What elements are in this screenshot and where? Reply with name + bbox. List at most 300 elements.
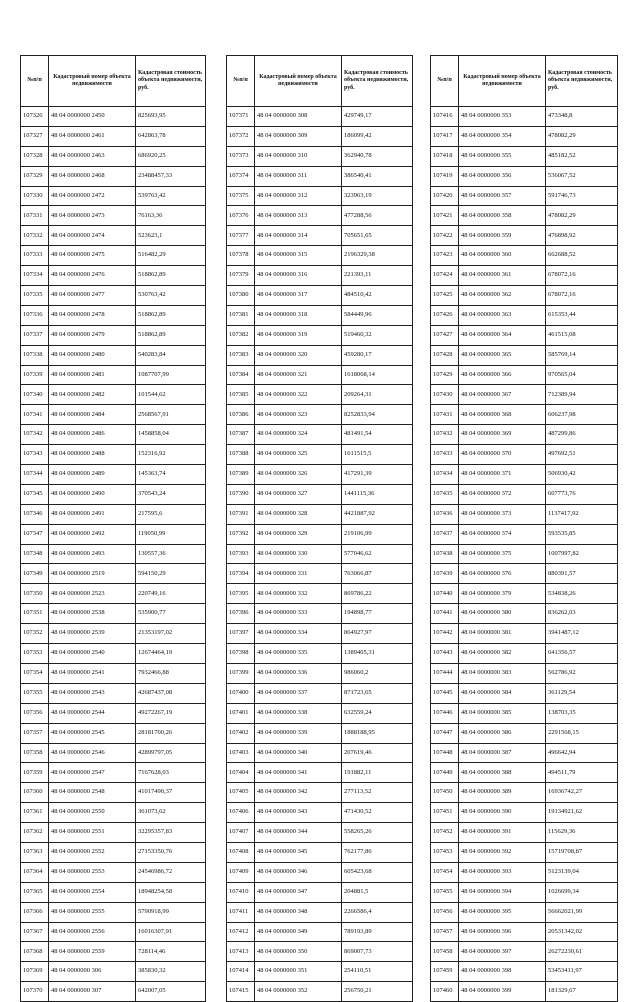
table-row: [431, 286, 618, 306]
cadastral-value: 49272267,19: [136, 703, 206, 723]
table-row: [431, 584, 618, 604]
cadastral-number: 48 04 0000000 322: [255, 385, 342, 405]
row-number: 107353: [21, 644, 49, 664]
cadastral-number: 48 04 0000000 355: [459, 146, 546, 166]
cadastral-number: 48 04 0000000 351: [255, 962, 342, 982]
row-number: 107377: [227, 226, 255, 246]
cadastral-value: 12674464,19: [136, 644, 206, 664]
cadastral-value: 41017490,37: [136, 783, 206, 803]
cadastral-value: 836262,03: [546, 604, 618, 624]
table-row: [227, 584, 413, 604]
table-row: [431, 982, 618, 1002]
cadastral-number: 48 04 0000000 2550: [49, 803, 136, 823]
cadastral-number: 48 04 0000000 366: [459, 365, 546, 385]
row-number: 107460: [431, 982, 459, 1002]
table-row: [431, 206, 618, 226]
table-row: [431, 345, 618, 365]
table-row: [21, 246, 206, 266]
row-number: 107356: [21, 703, 49, 723]
row-number: 107397: [227, 624, 255, 644]
cadastral-number: 48 04 0000000 384: [459, 683, 546, 703]
row-number: 107407: [227, 823, 255, 843]
cadastral-value: 28181700,26: [136, 723, 206, 743]
table-row: [431, 425, 618, 445]
cadastral-value: 615353,44: [546, 305, 618, 325]
table-row: [21, 445, 206, 465]
table-row: [431, 186, 618, 206]
cadastral-number: 48 04 0000000 350: [255, 942, 342, 962]
row-number: 107372: [227, 126, 255, 146]
cadastral-number: 48 04 0000000 375: [459, 544, 546, 564]
cadastral-number: 48 04 0000000 361: [459, 266, 546, 286]
row-number: 107339: [21, 365, 49, 385]
cadastral-value: 728114,46: [136, 942, 206, 962]
table-row: [21, 146, 206, 166]
table-row: [21, 186, 206, 206]
cadastral-number: 48 04 0000000 2490: [49, 484, 136, 504]
table-row: [21, 484, 206, 504]
row-number: 107345: [21, 484, 49, 504]
table-row: [431, 842, 618, 862]
row-number: 107380: [227, 286, 255, 306]
header-cadastral-value: Кадастровая стоимость объекта недвижимости, руб.: [342, 56, 413, 107]
cadastral-value: 256750,21: [342, 982, 413, 1002]
cadastral-number: 48 04 0000000 2523: [49, 584, 136, 604]
table-row: [431, 544, 618, 564]
cadastral-number: 48 04 0000000 393: [459, 862, 546, 882]
cadastral-value: 678072,16: [546, 286, 618, 306]
row-number: 107326: [21, 107, 49, 127]
row-number: 107415: [227, 982, 255, 1002]
cadastral-value: 152316,92: [136, 445, 206, 465]
row-number: 107406: [227, 803, 255, 823]
table-row: [227, 107, 413, 127]
table-row: [431, 783, 618, 803]
cadastral-number: 48 04 0000000 368: [459, 405, 546, 425]
cadastral-value: 869786,22: [342, 584, 413, 604]
cadastral-value: 970565,04: [546, 365, 618, 385]
row-number: 107364: [21, 862, 49, 882]
cadastral-value: 476898,92: [546, 226, 618, 246]
cadastral-number: 48 04 0000000 383: [459, 663, 546, 683]
header-cadastral-value: Кадастровая стоимость объекта недвижимости, руб.: [546, 56, 618, 107]
table-row: [21, 524, 206, 544]
cadastral-value: 254110,51: [342, 962, 413, 982]
cadastral-number: 48 04 0000000 333: [255, 604, 342, 624]
row-number: 107366: [21, 902, 49, 922]
cadastral-number: 48 04 0000000 392: [459, 842, 546, 862]
table-row: [21, 683, 206, 703]
cadastral-value: 186099,42: [342, 126, 413, 146]
row-number: 107369: [21, 962, 49, 982]
cadastral-number: 48 04 0000000 390: [459, 803, 546, 823]
cadastral-number: 48 04 0000000 358: [459, 206, 546, 226]
cadastral-value: 101544,62: [136, 385, 206, 405]
row-number: 107432: [431, 425, 459, 445]
cadastral-number: 48 04 0000000 326: [255, 465, 342, 485]
table-row: [21, 902, 206, 922]
row-number: 107405: [227, 783, 255, 803]
table-row: [21, 962, 206, 982]
cadastral-value: 1888188,95: [342, 723, 413, 743]
cadastral-number: 48 04 0000000 341: [255, 763, 342, 783]
table-row: [21, 266, 206, 286]
cadastral-value: 24546986,72: [136, 862, 206, 882]
row-number: 107427: [431, 325, 459, 345]
table-row: [227, 544, 413, 564]
row-number: 107343: [21, 445, 49, 465]
table-row: [227, 226, 413, 246]
table-row: [227, 166, 413, 186]
table-row: [21, 504, 206, 524]
cadastral-number: 48 04 0000000 2450: [49, 107, 136, 127]
table-row: [431, 365, 618, 385]
cadastral-value: 7932466,88: [136, 663, 206, 683]
cadastral-value: 2196329,38: [342, 246, 413, 266]
table-header-row: [227, 56, 413, 107]
cadastral-value: 516482,29: [136, 246, 206, 266]
cadastral-number: 48 04 0000000 323: [255, 405, 342, 425]
cadastral-number: 48 04 0000000 2539: [49, 624, 136, 644]
cadastral-number: 48 04 0000000 2555: [49, 902, 136, 922]
cadastral-value: 506930,42: [546, 465, 618, 485]
cadastral-value: 497692,51: [546, 445, 618, 465]
cadastral-number: 48 04 0000000 343: [255, 803, 342, 823]
cadastral-number: 48 04 0000000 394: [459, 882, 546, 902]
row-number: 107419: [431, 166, 459, 186]
cadastral-number: 48 04 0000000 307: [49, 982, 136, 1002]
row-number: 107393: [227, 544, 255, 564]
cadastral-number: 48 04 0000000 2491: [49, 504, 136, 524]
cadastral-number: 48 04 0000000 353: [459, 107, 546, 127]
cadastral-number: 48 04 0000000 316: [255, 266, 342, 286]
table-row: [431, 763, 618, 783]
table-row: [431, 882, 618, 902]
row-number: 107348: [21, 544, 49, 564]
cadastral-number: 48 04 0000000 2461: [49, 126, 136, 146]
cadastral-number: 48 04 0000000 362: [459, 286, 546, 306]
cadastral-value: 523623,1: [136, 226, 206, 246]
table-row: [21, 325, 206, 345]
table-row: [227, 624, 413, 644]
row-number: 107328: [21, 146, 49, 166]
cadastral-number: 48 04 0000000 399: [459, 982, 546, 1002]
cadastral-number: 48 04 0000000 2474: [49, 226, 136, 246]
row-number: 107400: [227, 683, 255, 703]
row-number: 107363: [21, 842, 49, 862]
cadastral-value: 530763,42: [136, 286, 206, 306]
table-row: [21, 405, 206, 425]
row-number: 107368: [21, 942, 49, 962]
cadastral-number: 48 04 0000000 337: [255, 683, 342, 703]
cadastral-value: 417291,39: [342, 465, 413, 485]
table-row: [21, 305, 206, 325]
cadastral-value: 459280,17: [342, 345, 413, 365]
cadastral-value: 130557,36: [136, 544, 206, 564]
row-number: 107445: [431, 683, 459, 703]
cadastral-value: 42899797,05: [136, 743, 206, 763]
row-number: 107347: [21, 524, 49, 544]
row-number: 107418: [431, 146, 459, 166]
row-number: 107446: [431, 703, 459, 723]
row-number: 107423: [431, 246, 459, 266]
row-number: 107383: [227, 345, 255, 365]
cadastral-number: 48 04 0000000 331: [255, 564, 342, 584]
row-number: 107442: [431, 624, 459, 644]
row-number: 107458: [431, 942, 459, 962]
cadastral-value: 181329,67: [546, 982, 618, 1002]
table-row: [431, 325, 618, 345]
row-number: 107403: [227, 743, 255, 763]
cadastral-value: 204881,5: [342, 882, 413, 902]
cadastral-value: 478082,29: [546, 206, 618, 226]
cadastral-value: 26272230,61: [546, 942, 618, 962]
row-number: 107382: [227, 325, 255, 345]
cadastral-value: 56662021,99: [546, 902, 618, 922]
cadastral-value: 277113,52: [342, 783, 413, 803]
cadastral-number: 48 04 0000000 386: [459, 723, 546, 743]
table-row: [21, 842, 206, 862]
table-row: [227, 146, 413, 166]
cadastral-number: 48 04 0000000 327: [255, 484, 342, 504]
row-number: 107337: [21, 325, 49, 345]
table-row: [431, 107, 618, 127]
cadastral-number: 48 04 0000000 308: [255, 107, 342, 127]
table-row: [21, 783, 206, 803]
row-number: 107358: [21, 743, 49, 763]
table-row: [21, 982, 206, 1002]
cadastral-value: 1618068,14: [342, 365, 413, 385]
cadastral-number: 48 04 0000000 310: [255, 146, 342, 166]
cadastral-table-3: [430, 55, 618, 1002]
row-number: 107376: [227, 206, 255, 226]
cadastral-value: 473348,8: [546, 107, 618, 127]
row-number: 107412: [227, 922, 255, 942]
cadastral-value: 461515,08: [546, 325, 618, 345]
table-row: [227, 206, 413, 226]
cadastral-number: 48 04 0000000 319: [255, 325, 342, 345]
cadastral-value: 3941487,12: [546, 624, 618, 644]
table-row: [227, 425, 413, 445]
row-number: 107425: [431, 286, 459, 306]
cadastral-number: 48 04 0000000 330: [255, 544, 342, 564]
cadastral-value: 607773,76: [546, 484, 618, 504]
cadastral-value: 15719708,87: [546, 842, 618, 862]
cadastral-number: 48 04 0000000 2541: [49, 663, 136, 683]
table-row: [21, 544, 206, 564]
table-row: [431, 663, 618, 683]
table-row: [227, 186, 413, 206]
table-row: [21, 942, 206, 962]
cadastral-value: 484510,42: [342, 286, 413, 306]
cadastral-number: 48 04 0000000 2556: [49, 922, 136, 942]
cadastral-value: 662688,52: [546, 246, 618, 266]
cadastral-value: 194898,77: [342, 604, 413, 624]
cadastral-number: 48 04 0000000 338: [255, 703, 342, 723]
cadastral-value: 1137417,92: [546, 504, 618, 524]
table-row: [227, 723, 413, 743]
table-row: [21, 703, 206, 723]
cadastral-value: 585769,14: [546, 345, 618, 365]
table-row: [227, 524, 413, 544]
cadastral-value: 591746,73: [546, 186, 618, 206]
row-number: 107416: [431, 107, 459, 127]
cadastral-value: 632559,24: [342, 703, 413, 723]
cadastral-number: 48 04 0000000 395: [459, 902, 546, 922]
cadastral-number: 48 04 0000000 376: [459, 564, 546, 584]
row-number: 107409: [227, 862, 255, 882]
cadastral-value: 712389,94: [546, 385, 618, 405]
table-row: [227, 902, 413, 922]
cadastral-value: 27153350,76: [136, 842, 206, 862]
row-number: 107426: [431, 305, 459, 325]
row-number: 107431: [431, 405, 459, 425]
cadastral-number: 48 04 0000000 2482: [49, 385, 136, 405]
cadastral-table-1: [20, 55, 206, 1002]
cadastral-number: 48 04 0000000 396: [459, 922, 546, 942]
table-row: [431, 226, 618, 246]
cadastral-value: 534838,26: [546, 584, 618, 604]
header-cadastral-number: Кадастровый номер объекта недвижимости: [459, 56, 546, 107]
cadastral-value: 869007,73: [342, 942, 413, 962]
cadastral-number: 48 04 0000000 363: [459, 305, 546, 325]
row-number: 107375: [227, 186, 255, 206]
cadastral-number: 48 04 0000000 309: [255, 126, 342, 146]
table-row: [227, 305, 413, 325]
row-number: 107327: [21, 126, 49, 146]
cadastral-number: 48 04 0000000 2545: [49, 723, 136, 743]
header-cadastral-number: Кадастровый номер объекта недвижимости: [255, 56, 342, 107]
row-number: 107430: [431, 385, 459, 405]
cadastral-value: 678072,16: [546, 266, 618, 286]
row-number: 107394: [227, 564, 255, 584]
row-number: 107448: [431, 743, 459, 763]
table-row: [431, 385, 618, 405]
row-number: 107452: [431, 823, 459, 843]
row-number: 107342: [21, 425, 49, 445]
table-row: [431, 703, 618, 723]
cadastral-number: 48 04 0000000 360: [459, 246, 546, 266]
cadastral-number: 48 04 0000000 314: [255, 226, 342, 246]
cadastral-value: 864927,97: [342, 624, 413, 644]
row-number: 107346: [21, 504, 49, 524]
cadastral-value: 8252833,94: [342, 405, 413, 425]
table-header-row: [431, 56, 618, 107]
row-number: 107451: [431, 803, 459, 823]
table-row: [431, 922, 618, 942]
cadastral-number: 48 04 0000000 2473: [49, 206, 136, 226]
table-row: [431, 246, 618, 266]
row-number: 107450: [431, 783, 459, 803]
table-row: [227, 982, 413, 1002]
cadastral-number: 48 04 0000000 359: [459, 226, 546, 246]
table-row: [227, 564, 413, 584]
table-row: [227, 644, 413, 664]
cadastral-value: 53453411,97: [546, 962, 618, 982]
cadastral-value: 686920,25: [136, 146, 206, 166]
cadastral-number: 48 04 0000000 374: [459, 524, 546, 544]
cadastral-number: 48 04 0000000 334: [255, 624, 342, 644]
table-row: [21, 882, 206, 902]
cadastral-number: 48 04 0000000 321: [255, 365, 342, 385]
row-number: 107401: [227, 703, 255, 723]
row-number: 107371: [227, 107, 255, 127]
table-row: [227, 683, 413, 703]
cadastral-number: 48 04 0000000 388: [459, 763, 546, 783]
cadastral-number: 48 04 0000000 2478: [49, 305, 136, 325]
cadastral-value: 76163,36: [136, 206, 206, 226]
row-number: 107399: [227, 663, 255, 683]
table-row: [431, 683, 618, 703]
table-row: [227, 942, 413, 962]
table-row: [227, 504, 413, 524]
table-row: [21, 564, 206, 584]
row-number: 107422: [431, 226, 459, 246]
cadastral-value: 42687437,08: [136, 683, 206, 703]
cadastral-number: 48 04 0000000 318: [255, 305, 342, 325]
table-row: [431, 445, 618, 465]
table-body: [431, 107, 618, 1002]
cadastral-value: 2291568,15: [546, 723, 618, 743]
row-number: 107357: [21, 723, 49, 743]
cadastral-value: 485182,52: [546, 146, 618, 166]
cadastral-number: 48 04 0000000 2547: [49, 763, 136, 783]
cadastral-value: 1611515,5: [342, 445, 413, 465]
cadastral-value: 562786,92: [546, 663, 618, 683]
cadastral-number: 48 04 0000000 2488: [49, 445, 136, 465]
row-number: 107441: [431, 604, 459, 624]
table-row: [227, 882, 413, 902]
cadastral-number: 48 04 0000000 2519: [49, 564, 136, 584]
cadastral-value: 386540,41: [342, 166, 413, 186]
cadastral-value: 789193,89: [342, 922, 413, 942]
row-number: 107437: [431, 524, 459, 544]
cadastral-value: 481491,54: [342, 425, 413, 445]
cadastral-number: 48 04 0000000 2492: [49, 524, 136, 544]
cadastral-number: 48 04 0000000 2551: [49, 823, 136, 843]
table-row: [431, 266, 618, 286]
row-number: 107331: [21, 206, 49, 226]
row-number: 107334: [21, 266, 49, 286]
cadastral-value: 606237,98: [546, 405, 618, 425]
table-row: [227, 266, 413, 286]
cadastral-value: 1389405,31: [342, 644, 413, 664]
table-row: [431, 166, 618, 186]
row-number: 107420: [431, 186, 459, 206]
cadastral-value: 594150,29: [136, 564, 206, 584]
cadastral-value: 519460,32: [342, 325, 413, 345]
cadastral-number: 48 04 0000000 380: [459, 604, 546, 624]
row-number: 107379: [227, 266, 255, 286]
table-row: [21, 166, 206, 186]
cadastral-value: 477288,56: [342, 206, 413, 226]
cadastral-value: 16936742,27: [546, 783, 618, 803]
cadastral-value: 32295357,83: [136, 823, 206, 843]
table-body: [21, 107, 206, 1002]
cadastral-value: 558265,26: [342, 823, 413, 843]
cadastral-value: 207619,46: [342, 743, 413, 763]
cadastral-number: 48 04 0000000 371: [459, 465, 546, 485]
cadastral-number: 48 04 0000000 332: [255, 584, 342, 604]
cadastral-value: 370543,24: [136, 484, 206, 504]
row-number: 107373: [227, 146, 255, 166]
row-number: 107429: [431, 365, 459, 385]
row-number: 107459: [431, 962, 459, 982]
table-row: [21, 226, 206, 246]
row-number: 107386: [227, 405, 255, 425]
cadastral-value: 361073,62: [136, 803, 206, 823]
cadastral-value: 605423,68: [342, 862, 413, 882]
